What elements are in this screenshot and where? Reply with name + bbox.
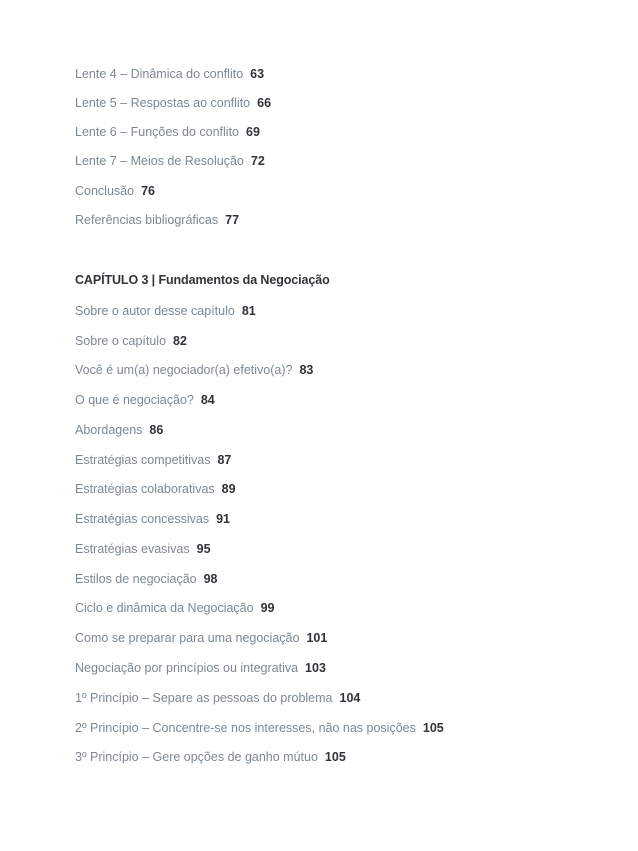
toc-entry-page: 63 [250, 67, 265, 81]
toc-entry-page: 66 [257, 96, 272, 110]
toc-entry-page: 89 [221, 482, 236, 496]
toc-entry-page: 87 [217, 453, 232, 467]
toc-entry-title: Negociação por princípios ou integrativa [75, 661, 299, 675]
toc-entry [75, 95, 271, 111]
toc-entry-page: 72 [250, 154, 265, 168]
toc-entry-page: 104 [339, 691, 361, 705]
toc-entry-title: Ciclo e dinâmica da Negociação [75, 601, 254, 615]
toc-entry-title: O que é negociação? [75, 393, 194, 407]
toc-entry [75, 183, 155, 199]
toc-entry-title: Estratégias evasivas [75, 542, 190, 556]
toc-entry [75, 392, 215, 408]
toc-entry-title: Lente 6 – Funções do conflito [75, 125, 240, 139]
toc-entry-title: Como se preparar para uma negociação [75, 631, 300, 645]
toc-entry-title: Referências bibliográficas [75, 213, 219, 227]
toc-entry [75, 571, 218, 587]
toc-entry [75, 362, 313, 378]
toc-entry-page: 99 [260, 601, 275, 615]
toc-entry [75, 541, 211, 557]
toc-entry [75, 333, 187, 349]
toc-entry-page: 83 [299, 363, 314, 377]
toc-entry-title: Sobre o autor desse capítulo [75, 304, 235, 318]
toc-entry [75, 511, 230, 527]
toc-entry [75, 212, 239, 228]
toc-entry-page: 81 [241, 304, 256, 318]
toc-entry-title: 3º Princípio – Gere opções de ganho mútuo [75, 750, 318, 764]
toc-entry-title: Sobre o capítulo [75, 334, 167, 348]
toc-entry-title: Conclusão [75, 184, 135, 198]
toc-entry-page: 77 [225, 213, 240, 227]
toc-entry-page: 84 [200, 393, 215, 407]
toc-entry [75, 422, 163, 438]
toc-entry-title: Estratégias colaborativas [75, 482, 215, 496]
toc-entry-page: 101 [306, 631, 328, 645]
toc-entry-title: Lente 4 – Dinâmica do conflito [75, 67, 244, 81]
toc-entry [75, 124, 260, 140]
toc-entry-page: 69 [246, 125, 260, 139]
toc-entry [75, 749, 346, 765]
toc-entry [75, 690, 360, 706]
toc-entry-title: Abordagens [75, 423, 143, 437]
toc-entry-page: 91 [216, 512, 230, 526]
toc-entry-title: Lente 5 – Respostas ao conflito [75, 96, 251, 110]
toc-entry-title: 2º Princípio – Concentre-se nos interesses, não nas posições [75, 721, 416, 735]
toc-entry-page: 103 [305, 661, 326, 675]
toc-entry-title: Estratégias competitivas [75, 453, 211, 467]
toc-entry [75, 481, 236, 497]
toc-entry [75, 660, 326, 676]
toc-entry [75, 600, 274, 616]
chapter-heading: CAPÍTULO 3 | Fundamentos da Negociação [75, 273, 330, 287]
toc-entry-page: 95 [196, 542, 211, 556]
toc-entry-title: Você é um(a) negociador(a) efetivo(a)? [75, 363, 293, 377]
toc-entry-page: 105 [324, 750, 346, 764]
toc-entry-page: 76 [141, 184, 155, 198]
toc-entry [75, 720, 444, 736]
toc-entry-page: 82 [173, 334, 187, 348]
toc-entry-page: 105 [422, 721, 444, 735]
toc-entry [75, 153, 265, 169]
toc-entry [75, 452, 231, 468]
toc-entry-page: 86 [149, 423, 164, 437]
toc-entry-page: 98 [203, 572, 218, 586]
toc-entry-title: Lente 7 – Meios de Resolução [75, 154, 244, 168]
toc-entry [75, 630, 327, 646]
toc-entry [75, 66, 264, 82]
toc-entry-title: Estratégias concessivas [75, 512, 210, 526]
toc-entry-title: Estilos de negociação [75, 572, 197, 586]
toc-entry-title: 1º Princípio – Separe as pessoas do problema [75, 691, 333, 705]
toc-entry [75, 303, 256, 319]
